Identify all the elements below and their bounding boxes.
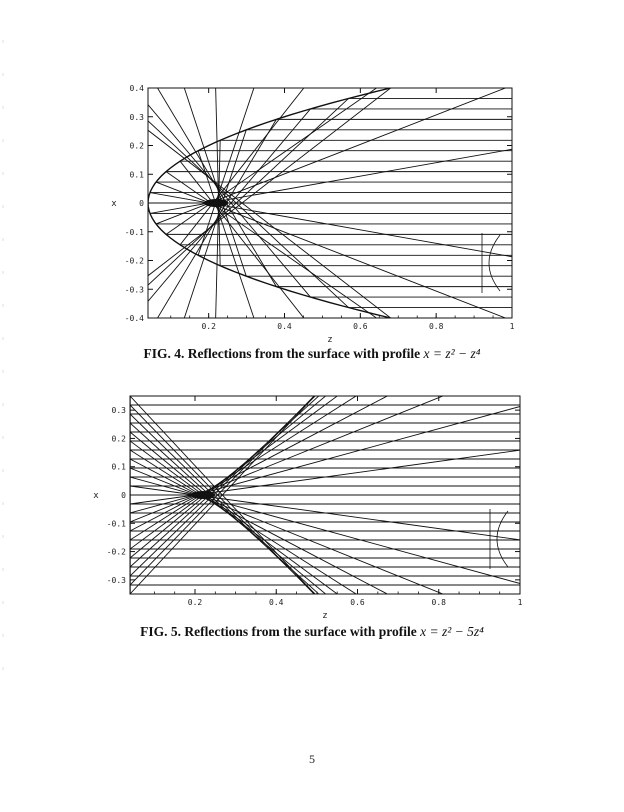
x-tick-label: 1 xyxy=(509,322,515,331)
y-tick-label: -0.2 xyxy=(106,547,126,557)
x-tick-label: 0.2 xyxy=(201,322,216,331)
reflected-ray xyxy=(130,311,490,540)
x-tick-label: 0.4 xyxy=(277,322,292,331)
ray-bundle xyxy=(130,298,618,660)
y-tick-label: -0.2 xyxy=(124,256,144,266)
y-tick-label: -0.1 xyxy=(106,519,126,529)
x-tick-label: 1 xyxy=(517,598,523,607)
y-axis-label: x xyxy=(93,491,99,501)
figure-5-caption-formula: x = z² − 5z⁴ xyxy=(420,624,484,639)
x-axis-label: z xyxy=(327,335,333,345)
reflected-ray xyxy=(130,396,396,660)
reflected-ray xyxy=(130,298,444,558)
x-tick-label: 0.8 xyxy=(428,322,444,331)
reflected-ray xyxy=(130,327,519,531)
y-tick-label: 0.1 xyxy=(111,462,126,472)
figure-5-caption-text: FIG. 5. Reflections from the surface with profile xyxy=(140,624,421,639)
y-tick-label: 0.3 xyxy=(129,112,144,122)
y-tick-label: 0.2 xyxy=(111,434,126,444)
y-axis-label: x xyxy=(111,199,117,209)
inset-profile-sketch xyxy=(497,511,508,567)
y-tick-label: -0.1 xyxy=(124,227,144,237)
reflected-ray xyxy=(130,302,464,549)
y-tick-label: 0.4 xyxy=(129,84,144,93)
figure-4-caption-text: FIG. 4. Reflections from the surface with profile xyxy=(143,346,424,361)
figure-5-caption xyxy=(0,624,624,640)
y-tick-label: 0 xyxy=(139,199,144,208)
y-tick-label: -0.3 xyxy=(106,575,126,585)
y-tick-label: 0.2 xyxy=(129,141,144,151)
caustic-focus xyxy=(191,491,215,499)
y-tick-label: 0 xyxy=(121,491,126,500)
page-number: 5 xyxy=(309,752,315,766)
x-tick-label: 0.6 xyxy=(350,598,365,607)
x-tick-label: 0.2 xyxy=(187,598,203,607)
figure-4-caption-formula: x = z² − z⁴ xyxy=(423,346,481,361)
y-tick-label: -0.3 xyxy=(124,285,144,295)
y-tick-label: 0.1 xyxy=(129,170,144,180)
y-tick-label: -0.4 xyxy=(124,314,144,323)
x-tick-label: 0.8 xyxy=(431,598,446,607)
x-tick-label: 0.6 xyxy=(353,322,368,331)
x-tick-label: 0.4 xyxy=(269,598,284,607)
y-tick-label: 0.3 xyxy=(111,406,126,416)
x-axis-label: z xyxy=(322,611,328,621)
